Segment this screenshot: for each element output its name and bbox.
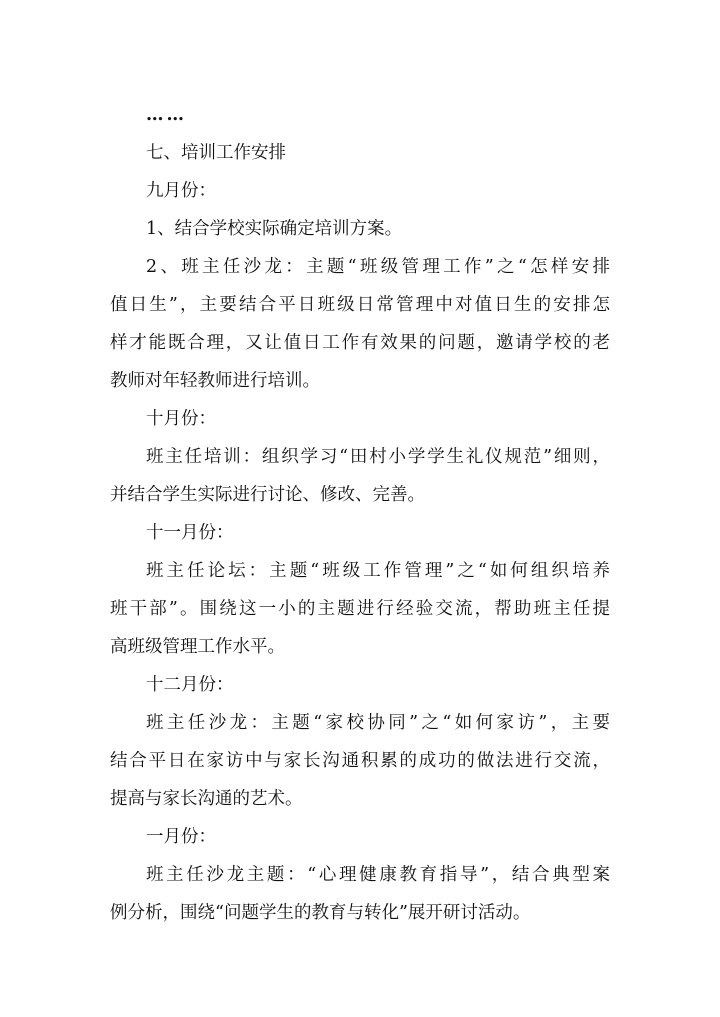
- paragraph-line: 高班级管理工作水平。: [110, 637, 285, 657]
- paragraph-line: 1、结合学校实际确定培训方案。: [146, 219, 403, 239]
- month-heading-october: 十月份：: [146, 409, 216, 429]
- paragraph-line: 结合平日在家访中与家长沟通积累的成功的做法进行交流，: [110, 751, 610, 771]
- paragraph-line: 班主任沙龙主题：“心理健康教育指导”，结合典型案: [146, 865, 610, 885]
- paragraph-line: 班主任沙龙：主题“家校协同”之“如何家访”，主要: [146, 713, 610, 733]
- month-heading-november: 十一月份：: [146, 523, 234, 543]
- paragraph-line: 并结合学生实际进行讨论、修改、完善。: [110, 485, 425, 505]
- paragraph-line: 班主任培训：组织学习“田村小学学生礼仪规范”细则，: [146, 447, 610, 467]
- paragraph-line: 样才能既合理，又让值日工作有效果的问题，邀请学校的老: [110, 333, 610, 353]
- ellipsis-line: ……: [146, 105, 187, 125]
- paragraph-line: 例分析，围绕“问题学生的教育与转化”展开研讨活动。: [110, 903, 531, 923]
- section-heading: 七、培训工作安排: [146, 143, 286, 163]
- paragraph-line: 班干部”。围绕这一小的主题进行经验交流，帮助班主任提: [110, 599, 610, 619]
- month-heading-september: 九月份：: [146, 181, 216, 201]
- paragraph-line: 2、班主任沙龙：主题“班级管理工作”之“怎样安排: [146, 257, 610, 277]
- month-heading-december: 十二月份：: [146, 675, 234, 695]
- paragraph-line: 教师对年轻教师进行培训。: [110, 371, 320, 391]
- paragraph-line: 班主任论坛：主题“班级工作管理”之“如何组织培养: [146, 561, 610, 581]
- paragraph-line: 值日生”，主要结合平日班级日常管理中对值日生的安排怎: [110, 295, 610, 315]
- month-heading-january: 一月份：: [146, 827, 216, 847]
- document-body: [110, 96, 610, 932]
- paragraph-line: 提高与家长沟通的艺术。: [110, 789, 303, 809]
